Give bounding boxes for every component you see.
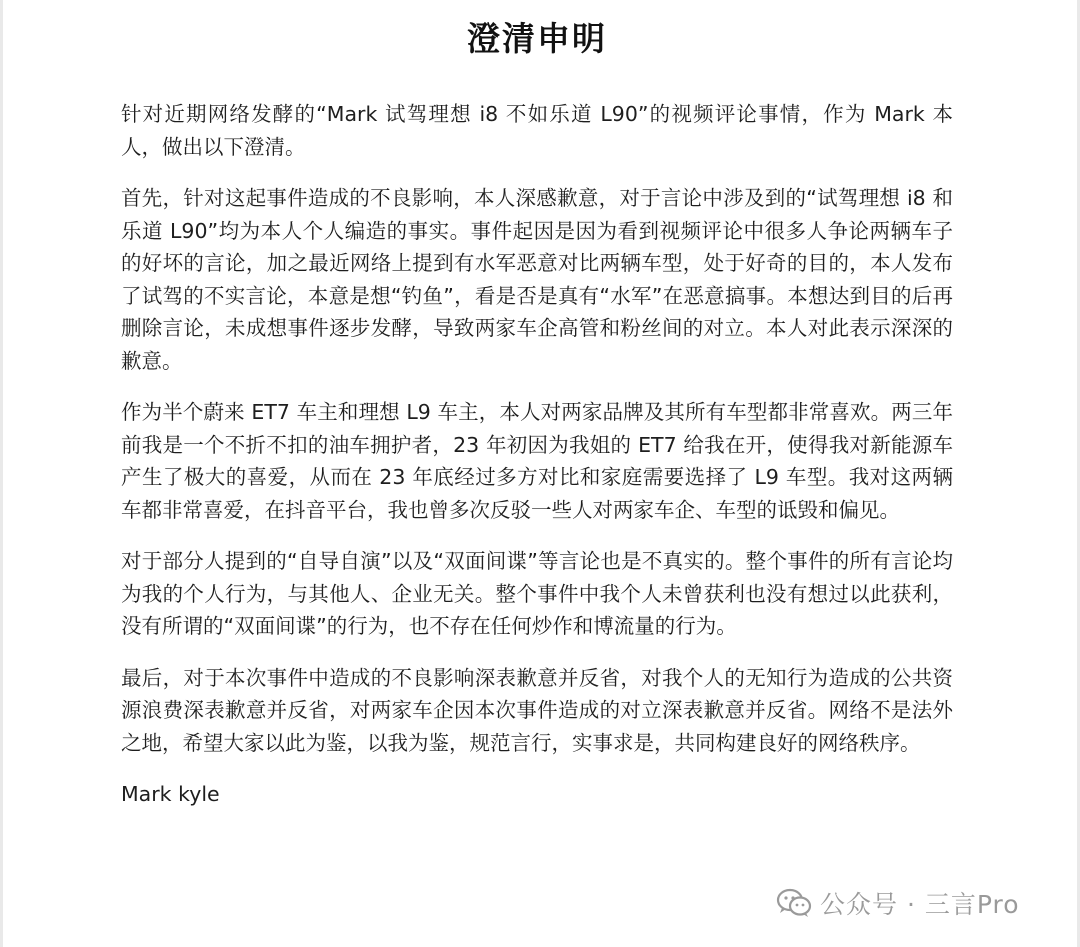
paragraph-denial: 对于部分人提到的“自导自演”以及“双面间谍”等言论也是不真实的。整个事件的所有言论均为我的个人行为，与其他人、企业无关。整个事件中我个人未曾获利也没有想过以此获利，没有所谓的“双面间谍”的行为，也不存在任何炒作和博流量的行为。: [121, 549, 953, 638]
paragraph-apology: 首先，针对这起事件造成的不良影响，本人深感歉意，对于言论中涉及到的“试驾理想 i8 和乐道 L90”均为本人个人编造的事实。事件起因是因为看到视频评论中很多人争论两辆车子的好坏的言论，加之最近网络上提到有水军恶意对比两辆车型，处于好奇的目的，本人发布了试驾的不实言论，本意是想“钓鱼”，看是否是真有“水军”在恶意搞事。本想达到目的后再删除言论，未成想事件逐步发酵，导致两家车企高管和粉丝间的对立。本人对此表示深深的歉意。: [121, 186, 953, 373]
paragraph-conclusion: 最后，对于本次事件中造成的不良影响深表歉意并反省，对我个人的无知行为造成的公共资源浪费深表歉意并反省，对两家车企因本次事件造成的对立深表歉意并反省。网络不是法外之地，希望大家以此为鉴，以我为鉴，规范言行，实事求是，共同构建良好的网络秩序。: [121, 665, 953, 755]
statement-document: [121, 14, 953, 810]
document-title: 澄清申明: [467, 19, 607, 58]
signature: Mark kyle: [121, 782, 220, 806]
paragraph-intro: 针对近期网络发酵的“Mark 试驾理想 i8 不如乐道 L90”的视频评论事情，作为 Mark 本人，做出以下澄清。: [121, 102, 953, 159]
paragraph-background: 作为半个蔚来 ET7 车主和理想 L9 车主，本人对两家品牌及其所有车型都非常喜欢。两三年前我是一个不折不扣的油车拥护者，23 年初因为我姐的 ET7 给我在开，使得我对新能源车产生了极大的喜爱，从而在 23 年底经过多方对比和家庭需要选择了 L9 车型。我对这两辆车都非常喜爱，在抖音平台，我也曾多次反驳一些人对两家车企、车型的诋毁和偏见。: [121, 400, 953, 522]
wechat-icon: [776, 887, 812, 919]
watermark: [776, 883, 1020, 923]
watermark-text: 公众号 · 三言Pro: [820, 890, 1020, 919]
